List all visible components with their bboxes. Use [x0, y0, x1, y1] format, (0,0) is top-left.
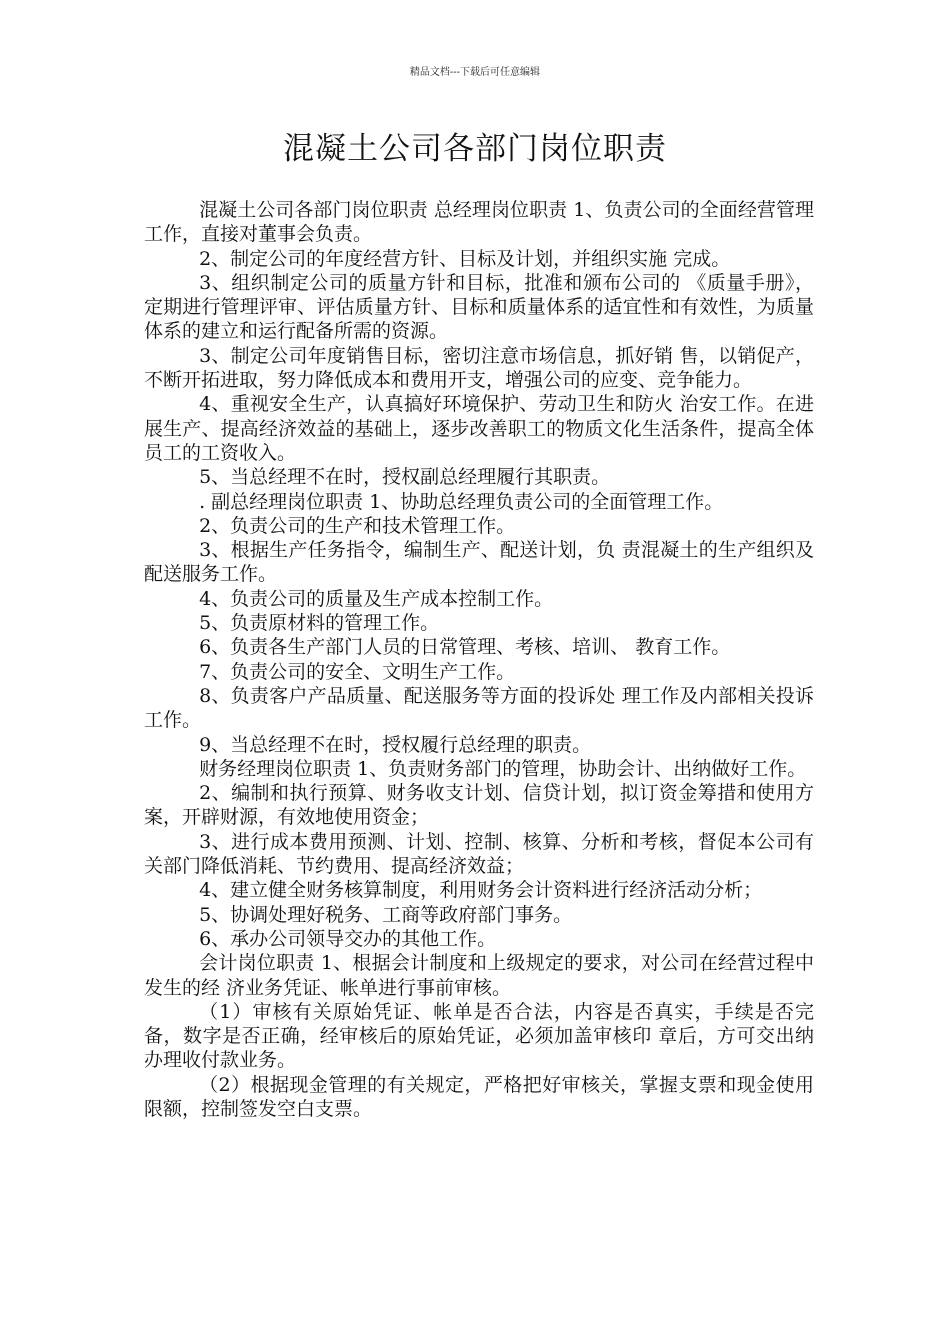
paragraph: 6、负责各生产部门人员的日常管理、考核、培训、 教育工作。	[199, 636, 731, 659]
paragraph: 9、当总经理不在时，授权履行总经理的职责。	[199, 733, 592, 756]
paragraph: 8、负责客户产品质量、配送服务等方面的投诉处 理工作及内部相关投诉工作。	[144, 684, 814, 732]
paragraph: 4、建立健全财务核算制度，利用财务会计资料进行经济活动分析；	[199, 879, 763, 902]
paragraph: 3、制定公司年度销售目标，密切注意市场信息，抓好销 售，以销促产，不断开拓进取，努力降低成本和费用开支，增强公司的应变、竞争能力。	[144, 344, 814, 392]
paragraph: 5、协调处理好税务、工商等政府部门事务。	[199, 903, 573, 926]
paragraph: 2、负责公司的生产和技术管理工作。	[199, 514, 516, 537]
paragraph: 7、负责公司的安全、文明生产工作。	[199, 660, 516, 683]
paragraph: 2、编制和执行预算、财务收支计划、信贷计划，拟订资金筹措和使用方案，开辟财源，有效地使用资金；	[144, 782, 814, 829]
header-note: 精品文档---下载后可任意编辑	[409, 67, 541, 78]
paragraph: （1）审核有关原始凭证、帐单是否合法，内容是否真实，手续是否完备，数字是否正确，经审核后的原始凭证，必须加盖审核印 章后，方可交出纳办理收付款业务。	[144, 1000, 814, 1072]
paragraph: 财务经理岗位职责 1、负责财务部门的管理，协助会计、出纳做好工作。	[199, 757, 807, 780]
paragraph: 会计岗位职责 1、根据会计制度和上级规定的要求，对公司在经营过程中发生的经 济业务凭证、帐单进行事前审核。	[144, 952, 814, 999]
paragraph: 4、重视安全生产，认真搞好环境保护、劳动卫生和防火 治安工作。在进展生产、提高经济效益的基础上，逐步改善职工的物质文化生活条件，提高全体员工的工资收入。	[144, 393, 814, 464]
paragraph: 2、制定公司的年度经营方针、目标及计划，并组织实施 完成。	[199, 247, 731, 270]
document-body	[144, 198, 814, 1121]
paragraph: 6、承办公司领导交办的其他工作。	[199, 927, 497, 950]
paragraph: 3、根据生产任务指令，编制生产、配送计划，负 责混凝土的生产组织及配送服务工作。	[144, 539, 814, 586]
paragraph: 3、进行成本费用预测、计划、控制、核算、分析和考核，督促本公司有关部门降低消耗、节约费用、提高经济效益；	[144, 830, 814, 878]
paragraph: 5、负责原材料的管理工作。	[199, 612, 440, 635]
paragraph: 3、组织制定公司的质量方针和目标，批准和颁布公司的 《质量手册》，定期进行管理评审、评估质量方针、目标和质量体系的适宜性和有效性，为质量体系的建立和运行配备所需的资源。	[144, 271, 814, 343]
document-title: 混凝土公司各部门岗位职责	[283, 131, 667, 167]
paragraph: 混凝土公司各部门岗位职责 总经理岗位职责 1、负责公司的全面经营管理工作，直接对董事会负责。	[144, 199, 814, 246]
paragraph: 5、当总经理不在时，授权副总经理履行其职责。	[199, 466, 611, 489]
paragraph: 4、负责公司的质量及生产成本控制工作。	[199, 587, 554, 610]
paragraph: . 副总经理岗位职责 1、协助总经理负责公司的全面管理工作。	[199, 490, 724, 513]
paragraph: （2）根据现金管理的有关规定，严格把好审核关，掌握支票和现金使用限额，控制签发空白支票。	[144, 1073, 814, 1120]
